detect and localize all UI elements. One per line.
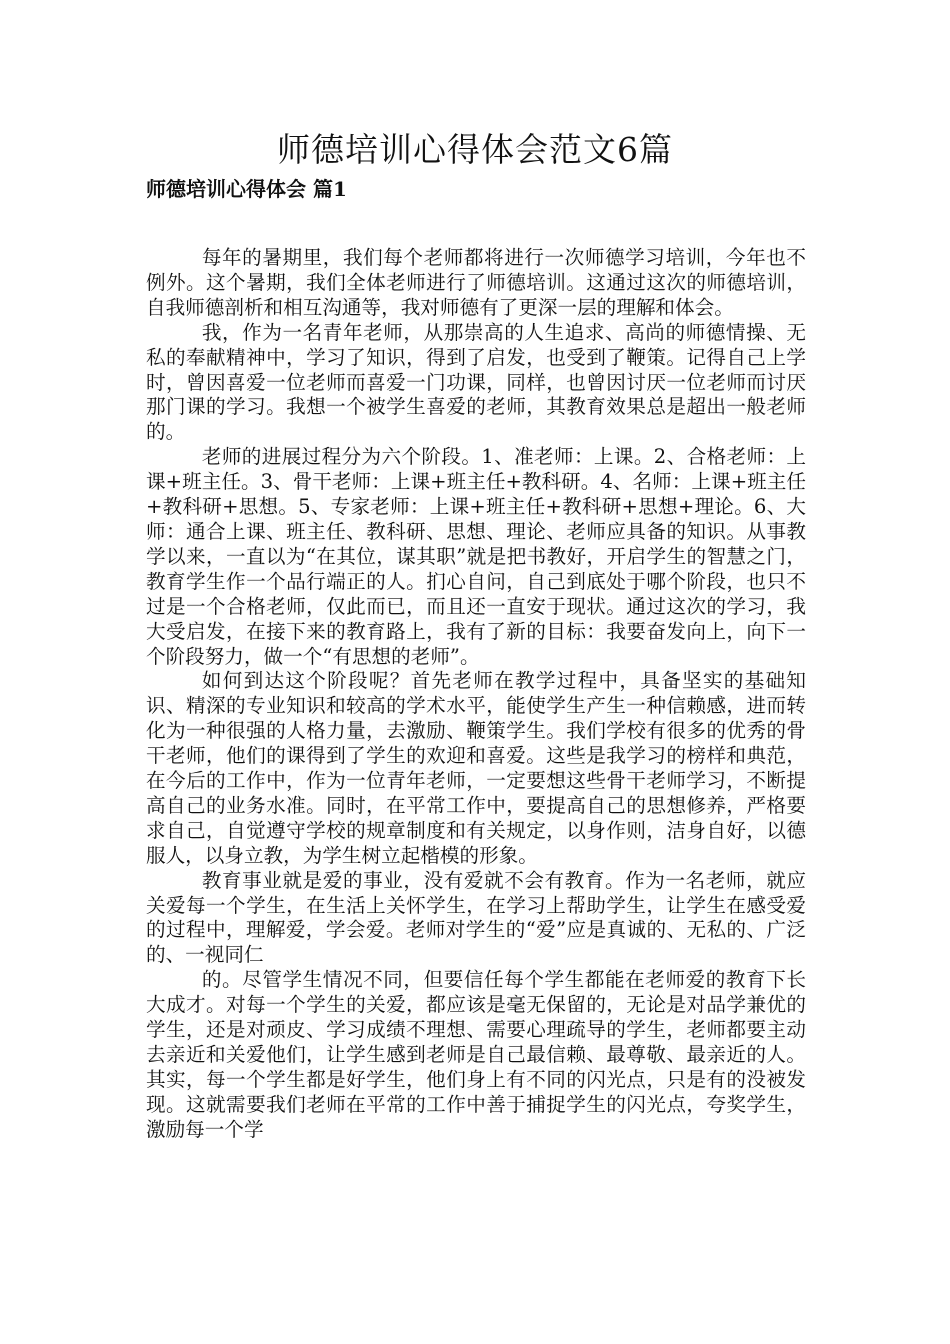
body-text [146,246,806,1143]
paragraph-2: 我，作为一名青年老师，从那崇高的人生追求、高尚的师德情操、无私的奉献精神中，学习了知识，得到了启发，也受到了鞭策。记得自己上学时，曾因喜爱一位老师而喜爱一门功课，同样，也曾因讨厌一位老师而讨厌那门课的学习。我想一个被学生喜爱的老师，其教育效果总是超出一般老师的。 [146,320,806,444]
document-title: 师德培训心得体会范文6篇 [277,130,673,169]
section-heading: 师德培训心得体会 篇1 [146,177,347,201]
paragraph-4: 如何到达这个阶段呢？首先老师在教学过程中，具备坚实的基础知识、精深的专业知识和较高的学术水平，能使学生产生一种信赖感，进而转化为一种很强的人格力量，去激励、鞭策学生。我们学校有很多的优秀的骨干老师，他们的课得到了学生的欢迎和喜爱。这些是我学习的榜样和典范，在今后的工作中，作为一位青年老师，一定要想这些骨干老师学习，不断提高自己的业务水准。同时，在平常工作中，要提高自己的思想修养，严格要求自己，自觉遵守学校的规章制度和有关规定，以身作则，洁身自好，以德服人，以身立教，为学生树立起楷模的形象。 [146,669,806,867]
paragraph-5: 教育事业就是爱的事业，没有爱就不会有教育。作为一名老师，就应关爱每一个学生，在生活上关怀学生，在学习上帮助学生，让学生在感受爱的过程中，理解爱，学会爱。老师对学生的“爱”应是真诚的、无私的、广泛的、一视同仁 [146,868,806,967]
paragraph-6: 的。尽管学生情况不同，但要信任每个学生都能在老师爱的教育下长大成才。对每一个学生的关爱，都应该是毫无保留的，无论是对品学兼优的学生，还是对顽皮、学习成绩不理想、需要心理疏导的学生，老师都要主动去亲近和关爱他们，让学生感到老师是自己最信赖、最尊敬、最亲近的人。其实，每一个学生都是好学生，他们身上有不同的闪光点，只是有的没被发现。这就需要我们老师在平常的工作中善于捕捉学生的闪光点，夸奖学生，激励每一个学 [146,968,806,1141]
paragraph-1: 每年的暑期里，我们每个老师都将进行一次师德学习培训，今年也不例外。这个暑期，我们全体老师进行了师德培训。这通过这次的师德培训，自我师德剖析和相互沟通等，我对师德有了更深一层的理解和体会。 [146,246,806,319]
paragraph-3: 老师的进展过程分为六个阶段。1、准老师：上课。2、合格老师：上课+班主任。3、骨干老师：上课+班主任+教科研。4、名师：上课+班主任+教科研+思想。5、专家老师：上课+班主任+教科研+思想+理论。6、大师：通合上课、班主任、教科研、思想、理论、老师应具备的知识。从事教学以来，一直以为“在其位，谋其职”就是把书教好，开启学生的智慧之门，教育学生作一个品行端正的人。扪心自问，自己到底处于哪个阶段，也只不过是一个合格老师，仅此而已，而且还一直安于现状。通过这次的学习，我大受启发，在接下来的教育路上，我有了新的目标：我要奋发向上，向下一个阶段努力，做一个“有思想的老师”。 [146,445,806,668]
